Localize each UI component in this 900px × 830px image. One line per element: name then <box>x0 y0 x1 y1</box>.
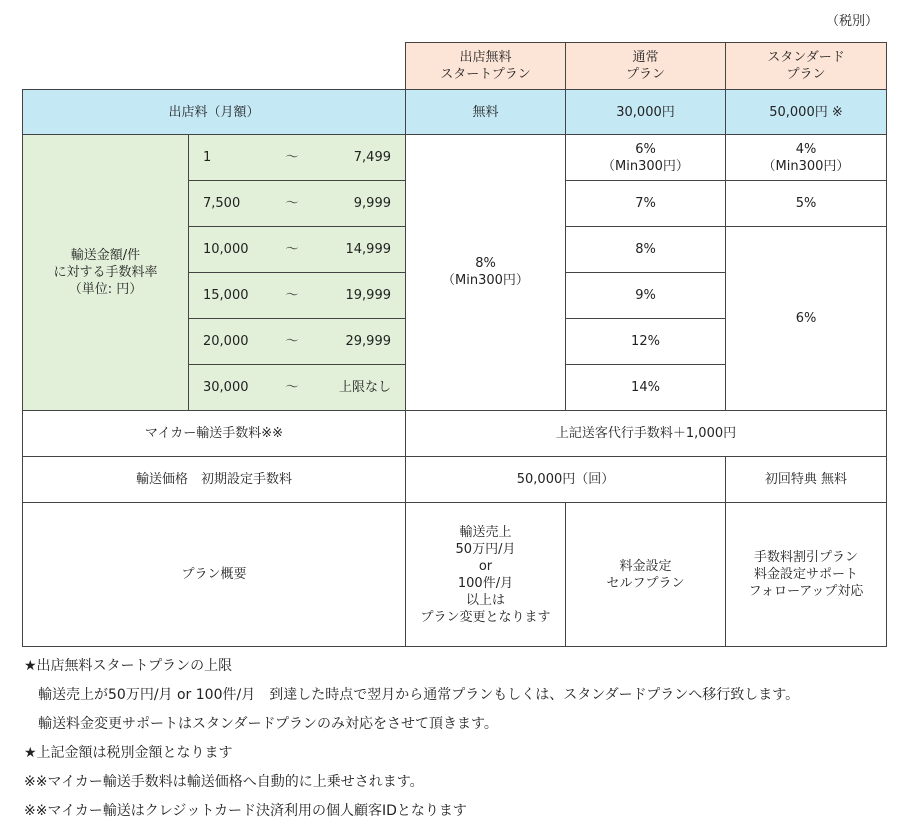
standard-rate: 5% <box>726 181 887 227</box>
setup-fee-standard: 初回特典 無料 <box>726 457 887 503</box>
plan-header-standard: スタンダード プラン <box>726 43 887 90</box>
standard-rate: 4% （Min300円） <box>726 135 887 181</box>
mycar-label: マイカー輸送手数料※※ <box>23 411 406 457</box>
normal-rate: 6% （Min300円） <box>566 135 726 181</box>
tax-note: （税別） <box>825 14 878 29</box>
setup-fee-row <box>23 457 887 503</box>
monthly-fee-standard: 50,000円 ※ <box>726 90 887 135</box>
monthly-fee-normal: 30,000円 <box>566 90 726 135</box>
header-blank <box>23 43 406 90</box>
mycar-value: 上記送客代行手数料＋1,000円 <box>406 411 887 457</box>
range-cell: 20,000 ～ 29,999 <box>189 319 406 365</box>
range-cell: 1 ～ 7,499 <box>189 135 406 181</box>
overview-label: プラン概要 <box>23 503 406 647</box>
overview-normal: 料金設定 セルフプラン <box>566 503 726 647</box>
setup-fee-free-normal: 50,000円（回） <box>406 457 726 503</box>
notes <box>24 652 799 826</box>
plan-header-free: 出店無料 スタートプラン <box>406 43 566 90</box>
note-line: 輸送売上が50万円/月 or 100件/月 到達した時点で翌月から通常プランもしくは、スタンダードプランへ移行致します。 <box>38 687 800 703</box>
note-line: 輸送料金変更サポートはスタンダードプランのみ対応をさせて頂きます。 <box>38 716 498 732</box>
normal-rate: 7% <box>566 181 726 227</box>
commission-row <box>23 135 887 181</box>
note-line: ※※マイカー輸送はクレジットカード決済利用の個人顧客IDとなります <box>24 803 467 819</box>
commission-label: 輸送金額/件 に対する手数料率 （単位: 円） <box>23 135 189 411</box>
mycar-row <box>23 411 887 457</box>
monthly-fee-label: 出店料（月額） <box>23 90 406 135</box>
normal-rate: 12% <box>566 319 726 365</box>
normal-rate: 9% <box>566 273 726 319</box>
standard-rate: 6% <box>726 227 887 411</box>
normal-rate: 14% <box>566 365 726 411</box>
plan-header-normal: 通常 プラン <box>566 43 726 90</box>
setup-fee-label: 輸送価格 初期設定手数料 <box>23 457 406 503</box>
plan-header-row <box>23 43 887 90</box>
range-cell: 15,000 ～ 19,999 <box>189 273 406 319</box>
range-cell: 10,000 ～ 14,999 <box>189 227 406 273</box>
overview-standard: 手数料割引プラン 料金設定サポート フォローアップ対応 <box>726 503 887 647</box>
range-cell: 30,000 ～ 上限なし <box>189 365 406 411</box>
monthly-fee-row <box>23 90 887 135</box>
normal-rate: 8% <box>566 227 726 273</box>
overview-row <box>23 503 887 647</box>
overview-free: 輸送売上 50万円/月 or 100件/月 以上は プラン変更となります <box>406 503 566 647</box>
free-plan-rate: 8% （Min300円） <box>406 135 566 411</box>
note-line: ※※マイカー輸送手数料は輸送価格へ自動的に上乗せされます。 <box>24 774 424 790</box>
note-line: ★出店無料スタートプランの上限 <box>24 658 233 674</box>
monthly-fee-free: 無料 <box>406 90 566 135</box>
pricing-table <box>22 42 887 647</box>
range-cell: 7,500 ～ 9,999 <box>189 181 406 227</box>
note-line: ★上記金額は税別金額となります <box>24 745 233 761</box>
